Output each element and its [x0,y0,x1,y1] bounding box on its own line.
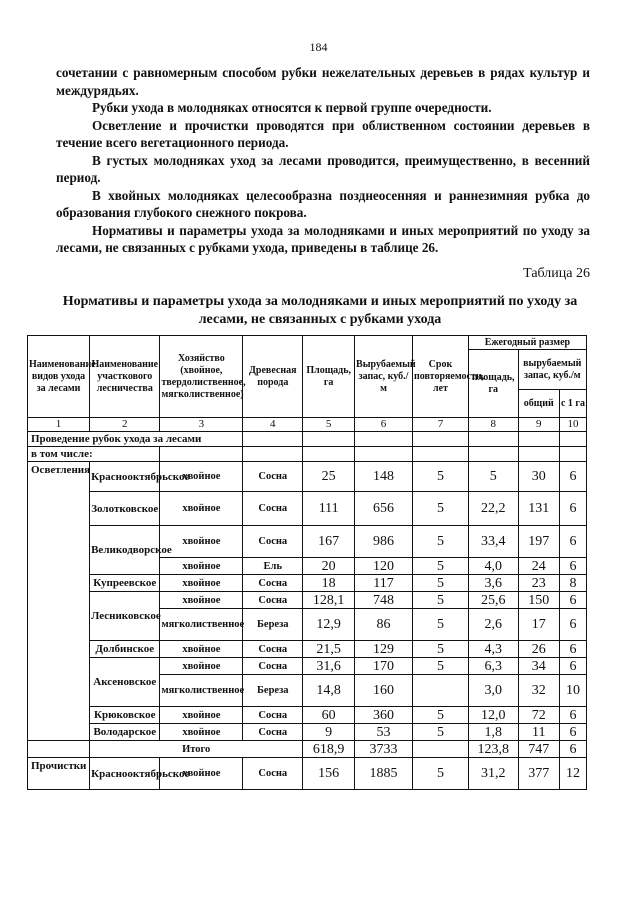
annual-area-cell: 3,6 [468,575,518,592]
farm-cell: хвойное [160,592,243,609]
farm-cell: хвойное [160,558,243,575]
area-cell: 9 [303,724,355,741]
annual-total-cell: 32 [518,675,559,707]
stock-cell: 170 [355,658,413,675]
header-farm: Хозяйство (хвойное, твердолиственное, мягколиственное) [160,336,243,418]
total-label: Итого [90,741,303,758]
paragraph: В густых молодняках уход за лесами проводится, преимущественно, в весенний период. [56,152,590,185]
area-cell: 618,9 [303,741,355,758]
stock-cell: 656 [355,492,413,526]
annual-per-ha-cell: 6 [559,707,586,724]
forestry-cell: Золотковское [90,492,160,526]
annual-total-cell: 197 [518,526,559,558]
species-cell: Ель [243,558,303,575]
table-row [28,492,587,526]
forestry-cell: Лесниковское [90,592,160,641]
annual-area-cell: 12,0 [468,707,518,724]
forestry-cell: Краснооктябрьское [90,462,160,492]
stock-cell: 53 [355,724,413,741]
farm-cell: хвойное [160,492,243,526]
page-number: 184 [309,40,328,54]
header-total: общий [518,390,559,418]
annual-area-cell: 4,3 [468,641,518,658]
species-cell: Сосна [243,724,303,741]
period-cell: 5 [413,526,469,558]
species-cell: Сосна [243,641,303,658]
header-type: Наименование видов ухода за лесами [28,336,90,418]
norms-table [27,335,587,790]
header-per-ha: с 1 га [559,390,586,418]
annual-area-cell: 123,8 [468,741,518,758]
table-label: Таблица 26 [523,266,590,281]
forestry-cell: Долбинское [90,641,160,658]
annual-per-ha-cell: 6 [559,741,586,758]
annual-area-cell: 5 [468,462,518,492]
table-row [28,724,587,741]
annual-total-cell: 17 [518,609,559,641]
forestry-cell: Крюковское [90,707,160,724]
annual-per-ha-cell: 6 [559,658,586,675]
period-cell: 5 [413,492,469,526]
annual-area-cell: 2,6 [468,609,518,641]
period-cell: 5 [413,558,469,575]
farm-cell: хвойное [160,526,243,558]
table-row [28,592,587,609]
species-cell: Сосна [243,526,303,558]
period-cell: 5 [413,592,469,609]
period-cell [413,675,469,707]
forestry-cell: Великодворское [90,526,160,575]
forestry-cell: Купреевское [90,575,160,592]
header-period: Срок повторяемости, лет [413,336,469,418]
table-title: Нормативы и параметры ухода за молодняками и иных мероприятий по уходу за лесами, не связанных с рубками ухода [62,294,578,327]
annual-area-cell: 3,0 [468,675,518,707]
col-number: 9 [518,418,559,432]
annual-area-cell: 6,3 [468,658,518,675]
area-cell: 60 [303,707,355,724]
header-annual: Ежегодный размер [468,336,586,350]
paragraph: Рубки ухода в молодняках относятся к первой группе очередности. [92,100,492,115]
annual-per-ha-cell: 6 [559,641,586,658]
annual-total-cell: 72 [518,707,559,724]
stock-cell: 148 [355,462,413,492]
col-number: 2 [90,418,160,432]
farm-cell: хвойное [160,707,243,724]
farm-cell: хвойное [160,658,243,675]
stock-cell: 3733 [355,741,413,758]
species-cell: Сосна [243,462,303,492]
forestry-cell: Краснооктябрьское [90,758,160,790]
annual-per-ha-cell: 12 [559,758,586,790]
body-text [56,64,590,257]
farm-cell: хвойное [160,641,243,658]
annual-total-cell: 30 [518,462,559,492]
header-forestry: Наименование участкового лесничества [90,336,160,418]
farm-cell: мягколиственное [160,609,243,641]
species-cell: Сосна [243,658,303,675]
paragraph: Осветление и прочистки проводятся при облиственном состоянии деревьев в течение всего вегетационного периода. [56,117,590,150]
annual-per-ha-cell: 10 [559,675,586,707]
species-cell: Береза [243,609,303,641]
stock-cell: 120 [355,558,413,575]
stock-cell: 86 [355,609,413,641]
column-numbers-row [28,418,587,432]
area-cell: 14,8 [303,675,355,707]
annual-area-cell: 4,0 [468,558,518,575]
stock-cell: 986 [355,526,413,558]
section-label: в том числе: [28,447,160,462]
type-cell: Осветления [28,462,90,741]
col-number: 8 [468,418,518,432]
total-row [28,741,587,758]
header-annual-volume: вырубаемый запас, куб./м [518,350,586,390]
area-cell: 156 [303,758,355,790]
col-number: 3 [160,418,243,432]
period-cell [413,741,469,758]
stock-cell: 748 [355,592,413,609]
header-species: Древесная порода [243,336,303,418]
section-label: Проведение рубок ухода за лесами [28,432,243,447]
annual-per-ha-cell: 6 [559,492,586,526]
area-cell: 31,6 [303,658,355,675]
col-number: 10 [559,418,586,432]
annual-total-cell: 150 [518,592,559,609]
area-cell: 167 [303,526,355,558]
paragraph: В хвойных молодняках целесообразна позднеосенняя и раннезимняя рубка до образования глубокого снежного покрова. [56,187,590,220]
area-cell: 18 [303,575,355,592]
col-number: 6 [355,418,413,432]
section-row [28,432,587,447]
stock-cell: 117 [355,575,413,592]
annual-area-cell: 25,6 [468,592,518,609]
species-cell: Сосна [243,492,303,526]
species-cell: Сосна [243,575,303,592]
period-cell: 5 [413,724,469,741]
table-row [28,758,587,790]
annual-total-cell: 747 [518,741,559,758]
annual-total-cell: 377 [518,758,559,790]
header-annual-area: площадь, га [468,350,518,418]
annual-area-cell: 33,4 [468,526,518,558]
species-cell: Сосна [243,592,303,609]
farm-cell: хвойное [160,462,243,492]
period-cell: 5 [413,641,469,658]
annual-per-ha-cell: 6 [559,558,586,575]
species-cell: Береза [243,675,303,707]
header-area: Площадь, га [303,336,355,418]
annual-per-ha-cell: 6 [559,609,586,641]
period-cell: 5 [413,758,469,790]
area-cell: 128,1 [303,592,355,609]
farm-cell: мягколиственное [160,675,243,707]
period-cell: 5 [413,609,469,641]
annual-area-cell: 1,8 [468,724,518,741]
col-number: 1 [28,418,90,432]
paragraph: Нормативы и параметры ухода за молодняками и иных мероприятий по уходу за лесами, не связанных с рубками ухода, приведены в таблице 26. [56,222,590,255]
table-row [28,526,587,558]
annual-per-ha-cell: 6 [559,462,586,492]
stock-cell: 1885 [355,758,413,790]
annual-per-ha-cell: 6 [559,724,586,741]
table-row [28,641,587,658]
area-cell: 25 [303,462,355,492]
table-row [28,462,587,492]
farm-cell: хвойное [160,724,243,741]
area-cell: 12,9 [303,609,355,641]
col-number: 5 [303,418,355,432]
col-number: 4 [243,418,303,432]
annual-total-cell: 24 [518,558,559,575]
header-row [28,336,587,350]
annual-per-ha-cell: 8 [559,575,586,592]
species-cell: Сосна [243,758,303,790]
stock-cell: 129 [355,641,413,658]
period-cell: 5 [413,575,469,592]
annual-total-cell: 23 [518,575,559,592]
annual-total-cell: 11 [518,724,559,741]
species-cell: Сосна [243,707,303,724]
annual-total-cell: 34 [518,658,559,675]
period-cell: 5 [413,462,469,492]
annual-per-ha-cell: 6 [559,526,586,558]
table-row [28,658,587,675]
stock-cell: 360 [355,707,413,724]
section-row [28,447,587,462]
annual-area-cell: 22,2 [468,492,518,526]
stock-cell: 160 [355,675,413,707]
annual-total-cell: 131 [518,492,559,526]
type-cell: Прочистки [28,758,90,790]
forestry-cell: Володарское [90,724,160,741]
period-cell: 5 [413,707,469,724]
annual-per-ha-cell: 6 [559,592,586,609]
area-cell: 21,5 [303,641,355,658]
annual-area-cell: 31,2 [468,758,518,790]
table-row [28,707,587,724]
annual-total-cell: 26 [518,641,559,658]
forestry-cell: Аксеновское [90,658,160,707]
area-cell: 111 [303,492,355,526]
farm-cell: хвойное [160,575,243,592]
period-cell: 5 [413,658,469,675]
area-cell: 20 [303,558,355,575]
paragraph: сочетании с равномерным способом рубки нежелательных деревьев в рядах культур и междурядьях. [56,65,590,98]
farm-cell: хвойное [160,758,243,790]
col-number: 7 [413,418,469,432]
header-stock: Вырубаемый запас, куб./м [355,336,413,418]
table-row [28,575,587,592]
